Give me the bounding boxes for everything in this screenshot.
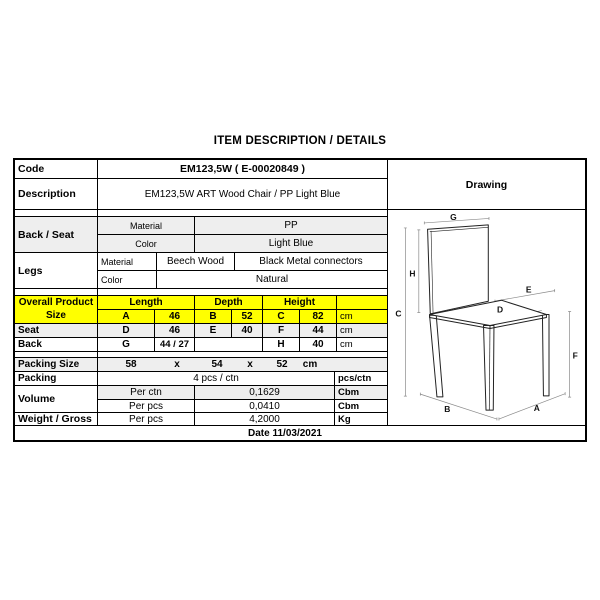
volume-per-pcs-label: Per pcs xyxy=(98,400,195,413)
drawing-header: Drawing xyxy=(388,160,585,210)
legs-color-label: Color xyxy=(98,271,157,289)
units-header-empty xyxy=(337,296,388,310)
dim-unit: cm xyxy=(337,310,388,324)
dim-unit: cm xyxy=(337,338,388,352)
code-label: Code xyxy=(15,160,98,179)
spacer-row xyxy=(15,289,388,296)
packing-size-x: x xyxy=(174,359,180,370)
legs-material-label: Material xyxy=(98,253,157,271)
description-value: EM123,5W ART Wood Chair / PP Light Blue xyxy=(98,179,388,210)
back-seat-label: Back / Seat xyxy=(15,217,98,253)
dim-value: 40 xyxy=(300,338,337,352)
dim-label-f: F xyxy=(572,350,578,361)
dim-unit: cm xyxy=(337,324,388,338)
dim-label-e: E xyxy=(525,284,532,295)
back-seat-color-label: Color xyxy=(98,235,195,253)
dim-key: E xyxy=(195,324,232,338)
dim-key: H xyxy=(263,338,300,352)
legs-connectors-value: Black Metal connectors xyxy=(235,253,388,271)
volume-per-ctn-value: 0,1629 xyxy=(195,386,335,400)
dim-key: G xyxy=(98,338,155,352)
dim-key: C xyxy=(263,310,300,324)
dim-label-a: A xyxy=(533,403,540,414)
dim-value: 44 / 27 xyxy=(155,338,195,352)
packing-size-x: x xyxy=(247,359,253,370)
legs-label: Legs xyxy=(15,253,98,289)
volume-label: Volume xyxy=(15,386,98,413)
depth-header: Depth xyxy=(195,296,263,310)
overall-size-label xyxy=(15,296,98,324)
length-header: Length xyxy=(98,296,195,310)
dim-value: 46 xyxy=(155,310,195,324)
packing-label: Packing xyxy=(15,372,98,386)
dim-value: 46 xyxy=(155,324,195,338)
dim-key: A xyxy=(98,310,155,324)
spacer-divider xyxy=(15,352,98,357)
page-title: ITEM DESCRIPTION / DETAILS xyxy=(213,135,387,147)
volume-per-ctn-label: Per ctn xyxy=(98,386,195,400)
dim-value: 52 xyxy=(232,310,263,324)
dim-key: F xyxy=(263,324,300,338)
legs-material-value: Beech Wood xyxy=(157,253,235,271)
dim-label-b: B xyxy=(444,404,451,415)
dim-value: 82 xyxy=(300,310,337,324)
dim-label-c: C xyxy=(395,308,402,319)
dim-value: 44 xyxy=(300,324,337,338)
spacer-divider xyxy=(15,210,98,216)
overall-size-line2: Size xyxy=(45,309,66,321)
back-seat-material-label: Material xyxy=(98,217,195,235)
volume-per-pcs-unit: Cbm xyxy=(335,400,388,413)
weight-value: 4,2000 xyxy=(195,413,335,426)
dim-label-d: D xyxy=(496,304,504,315)
height-header: Height xyxy=(263,296,337,310)
packing-size-depth: 54 xyxy=(211,359,223,370)
spacer-divider xyxy=(15,289,98,295)
date-value: Date 11/03/2021 xyxy=(248,427,322,439)
date-row xyxy=(15,426,585,440)
code-value: EM123,5W ( E-00020849 ) xyxy=(98,160,388,179)
chair-left-leg xyxy=(430,315,443,397)
dim-label-h: H xyxy=(409,268,416,279)
packing-size-height: 52 xyxy=(276,359,288,370)
packing-unit: pcs/ctn xyxy=(335,372,388,386)
dim-label-g: G xyxy=(450,211,457,222)
dim-key: B xyxy=(195,310,232,324)
chair-front-leg xyxy=(484,325,494,410)
chair-drawing xyxy=(388,210,585,425)
dim-empty-cell xyxy=(195,338,263,352)
dim-value: 40 xyxy=(232,324,263,338)
packing-size-label: Packing Size xyxy=(15,358,98,372)
volume-per-ctn-unit: Cbm xyxy=(335,386,388,400)
weight-per-label: Per pcs xyxy=(98,413,195,426)
details-table xyxy=(15,160,585,440)
packing-size-value xyxy=(98,358,388,372)
packing-size-length: 58 xyxy=(125,359,137,370)
overall-size-line1: Overall Product xyxy=(18,297,94,308)
weight-label: Weight / Gross xyxy=(15,413,98,426)
back-seat-material-value: PP xyxy=(195,217,388,235)
back-row-label: Back xyxy=(15,338,98,352)
back-seat-color-value: Light Blue xyxy=(195,235,388,253)
drawing-area xyxy=(388,210,585,426)
legs-color-value: Natural xyxy=(157,271,388,289)
chair-backrest xyxy=(428,225,489,314)
spacer-row xyxy=(15,210,388,217)
description-label: Description xyxy=(15,179,98,210)
volume-per-pcs-value: 0,0410 xyxy=(195,400,335,413)
weight-unit: Kg xyxy=(335,413,388,426)
dim-key: D xyxy=(98,324,155,338)
packing-size-unit: cm xyxy=(302,359,318,370)
chair-right-leg xyxy=(542,315,549,396)
seat-row-label: Seat xyxy=(15,324,98,338)
packing-value: 4 pcs / ctn xyxy=(98,372,335,386)
